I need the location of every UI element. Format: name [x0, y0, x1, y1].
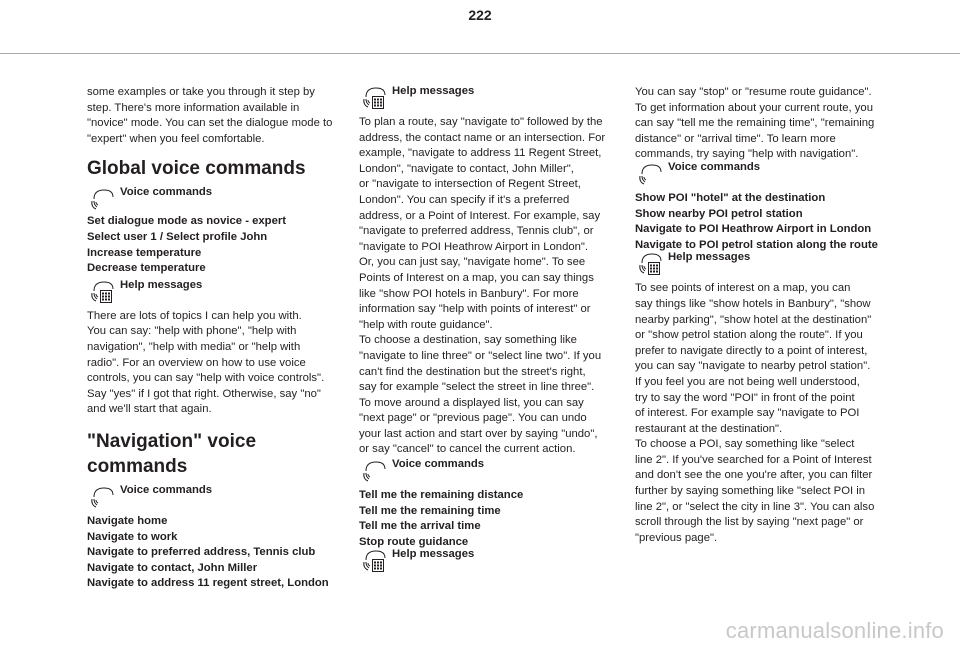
help-message-icon [635, 251, 665, 275]
help-paragraph: To plan a route, say "navigate to" followed by the address, the contact name or an intersection. For example, "navigate to address 11 Regent Street, London", "navigate to contact, John Miller", or "navigate to intersection of Regent Street, London". You can specify if it's a preferred address, or a Point of Interest. For example, say "navigate to preferred address, Tennis club", or "navigate to POI Heathrow Airport in London". Or, you can just say, "navigate home". To see Points of Interest on a map, you can say things like "show POI hotels in Banbury". For more information say "help with points of interest" or "help with route guidance". To choose a destination, say something like "navigate to line three" or "select line two". If you can't find the destination but the street's right, say for example "select the street in line three". To move around a displayed list, you can say "next page" or "previous page". You can undo your last action and start over by saying "undo", or say "cancel" to cancel the current action. [359, 116, 606, 456]
command-item: Tell me the remaining distance [359, 489, 524, 502]
command-item: Show nearby POI petrol station [635, 207, 803, 220]
help-message-icon [359, 548, 389, 572]
help-messages-label: Help messages [392, 85, 475, 97]
command-item: Navigate to POI petrol station along the route [635, 238, 878, 251]
command-item: Navigate to work [87, 530, 178, 543]
column-3 [635, 85, 897, 546]
poi-commands-list [635, 191, 897, 253]
header-divider [0, 53, 960, 54]
voice-command-icon [87, 484, 117, 508]
voice-command-icon [359, 458, 389, 482]
command-item: Decrease temperature [87, 262, 206, 275]
command-item: Increase temperature [87, 246, 202, 259]
help-message-icon [359, 85, 389, 109]
help-messages-header [359, 85, 621, 109]
page-number: 222 [468, 7, 492, 23]
command-item: Navigate to POI Heathrow Airport in London [635, 223, 872, 236]
help-messages-label: Help messages [392, 548, 475, 561]
help-messages-header [359, 548, 621, 572]
help-message-icon [87, 279, 117, 303]
voice-commands-label: Voice commands [668, 160, 761, 173]
voice-commands-header [87, 186, 349, 210]
voice-commands-header [635, 161, 897, 185]
help-messages-label: Help messages [120, 278, 203, 291]
command-item: Select user 1 / Select profile John [87, 230, 268, 243]
voice-commands-header [87, 484, 349, 508]
help-paragraph: To see points of interest on a map, you can say things like "show hotels in Banbury", "show nearby parking", "show hotel at the destination" or "show petrol station along the route". If you prefer to navigate directly to a point of interest, you can say "navigate to nearby petrol station". If you feel you are not being well understood, try to say the word "POI" in front of the point of interest. For example say "navigate to POI restaurant at the destination". To choose a POI, say something like "select line 2". If you've searched for a Point of Interest and don't see the one you're after, you can filter further by saying something like "select POI in line 2", or "select the city in line 3". You can also scroll through the list by saying "next page" or "previous page". [635, 282, 875, 544]
route-commands-list [359, 488, 621, 550]
command-item: Navigate to preferred address, Tennis club [87, 546, 316, 559]
column-2 [359, 85, 621, 572]
command-item: Set dialogue mode as novice - expert [87, 215, 287, 228]
voice-commands-label: Voice commands [392, 458, 485, 471]
watermark: carmanualsonline.info [725, 618, 944, 643]
help-messages-header [635, 251, 897, 275]
voice-commands-header [359, 458, 621, 482]
command-item: Tell me the remaining time [359, 504, 501, 517]
command-item: Show POI "hotel" at the destination [635, 191, 826, 204]
heading-global-voice-commands: Global voice commands [87, 158, 306, 180]
navigation-commands-list [87, 514, 349, 592]
help-messages-header [87, 279, 349, 303]
command-item: Navigate to contact, John Miller [87, 561, 258, 574]
intro-paragraph: some examples or take you through it step by step. There's more information available in "novice" mode. You can set the dialogue mode to "expert" when you feel comfortable. [87, 86, 333, 145]
voice-commands-label: Voice commands [120, 483, 213, 496]
command-item: Tell me the arrival time [359, 520, 481, 533]
help-messages-label: Help messages [668, 251, 751, 264]
help-paragraph: There are lots of topics I can help you with. You can say: "help with phone", "help with navigation", "help with media" or "help with radio". For an overview on how to use voice controls, you can say "help with voice controls". Say "yes" if I got that right. Otherwise, say "no" and we'll start that again. [87, 309, 325, 416]
command-item: Navigate home [87, 514, 168, 527]
voice-command-icon [635, 161, 665, 185]
intro-paragraph: You can say "stop" or "resume route guidance". To get information about your current route, you can say "tell me the remaining time", "remaining distance" or "arrival time". To learn more commands, try saying "help with navigation". [635, 86, 875, 161]
column-1 [87, 85, 349, 594]
global-commands-list [87, 214, 349, 276]
command-item: Navigate to address 11 regent street, London [87, 577, 329, 590]
heading-navigation-voice-commands: "Navigation" voice commands [87, 430, 257, 477]
voice-commands-label: Voice commands [120, 186, 213, 199]
command-item: Stop route guidance [359, 535, 469, 548]
voice-command-icon [87, 186, 117, 210]
